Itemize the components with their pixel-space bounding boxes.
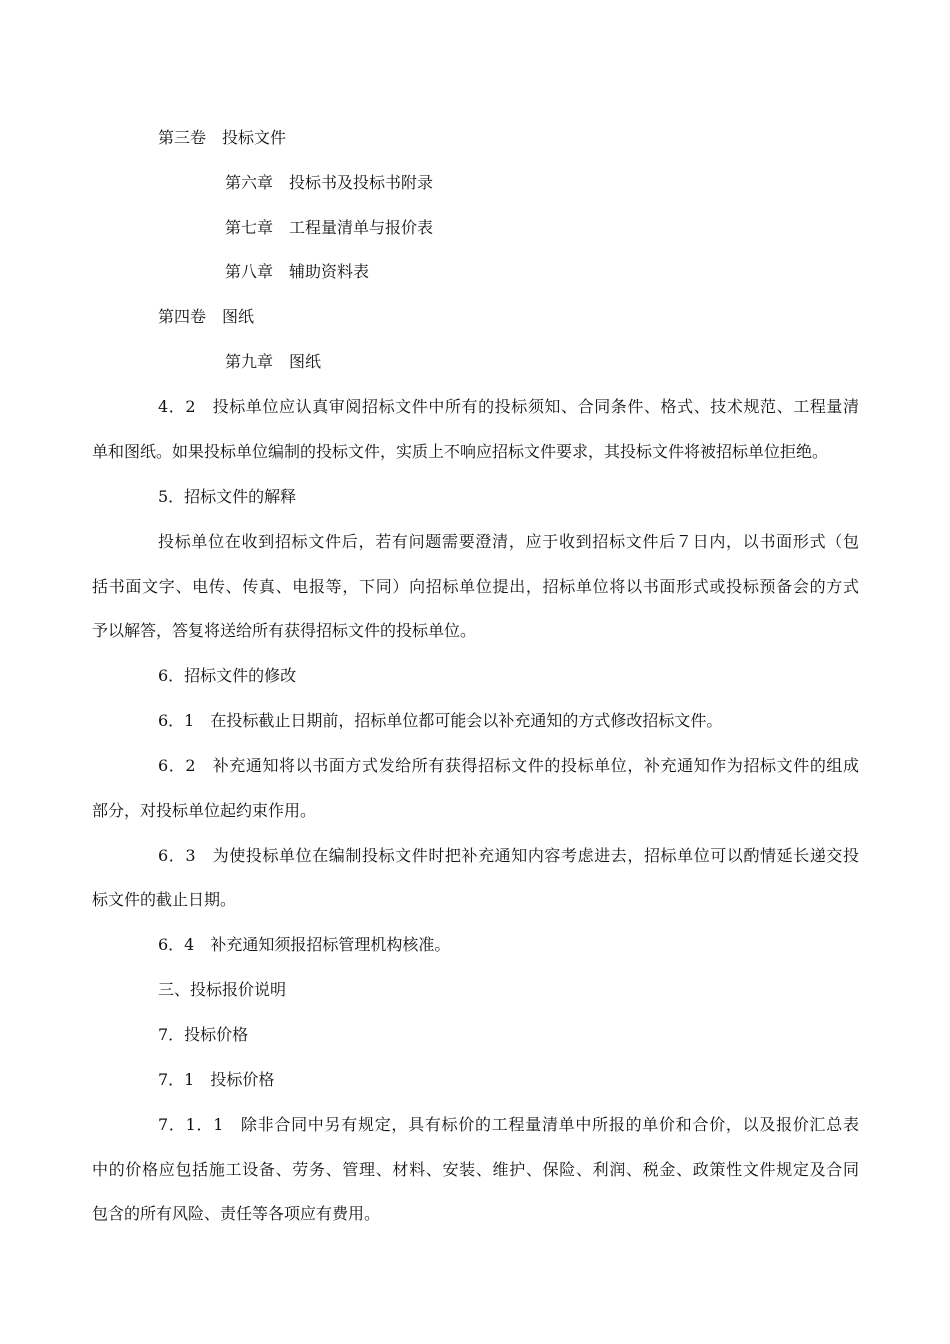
section-5-line-1: 投标单位在收到招标文件后，若有问题需要澄清，应于收到招标文件后７日内，以书面形式（包 (158, 532, 859, 551)
section-5-line-2: 括书面文字、电传、传真、电报等，下同）向招标单位提出，招标单位将以书面形式或投标预备会的方式 (92, 577, 859, 596)
clause-7-1-1-line-3: 包含的所有风险、责任等各项应有费用。 (92, 1204, 381, 1223)
chapter-8-entry: 第八章 辅助资料表 (225, 262, 370, 281)
clause-7-1-1-line-2: 中的价格应包括施工设备、劳务、管理、材料、安装、维护、保险、利润、税金、政策性文件规定及合同 (92, 1160, 859, 1179)
chapter-9-entry: 第九章 图纸 (225, 352, 322, 371)
clause-4-2-line-2: 单和图纸。如果投标单位编制的投标文件，实质上不响应招标文件要求，其投标文件将被招标单位拒绝。 (92, 442, 829, 461)
clause-6-2-line-2: 部分，对投标单位起约束作用。 (92, 801, 317, 820)
clause-7-1: 7．1 投标价格 (158, 1070, 275, 1089)
clause-6-3-line-2: 标文件的截止日期。 (92, 890, 237, 909)
clause-6-2-line-1: 6．2 补充通知将以书面方式发给所有获得招标文件的投标单位，补充通知作为招标文件的组成 (158, 756, 859, 775)
volume-4-heading: 第四卷 图纸 (158, 307, 255, 326)
chapter-7-entry: 第七章 工程量清单与报价表 (225, 218, 434, 237)
volume-3-heading: 第三卷 投标文件 (158, 128, 287, 147)
clause-4-2-line-1: 4．2 投标单位应认真审阅招标文件中所有的投标须知、合同条件、格式、技术规范、工程量清 (158, 397, 859, 416)
section-5-heading: 5．招标文件的解释 (158, 487, 297, 506)
clause-6-1: 6．1 在投标截止日期前，招标单位都可能会以补充通知的方式修改招标文件。 (158, 711, 723, 730)
section-5-line-3: 予以解答，答复将送给所有获得招标文件的投标单位。 (92, 621, 477, 640)
clause-7-1-1-line-1: 7．1．1 除非合同中另有规定，具有标价的工程量清单中所报的单价和合价，以及报价汇总表 (158, 1115, 859, 1134)
clause-6-3-line-1: 6．3 为使投标单位在编制投标文件时把补充通知内容考虑进去，招标单位可以酌情延长递交投 (158, 846, 859, 865)
section-6-heading: 6．招标文件的修改 (158, 666, 297, 685)
clause-6-4: 6．4 补充通知须报招标管理机构核准。 (158, 935, 451, 954)
chapter-6-entry: 第六章 投标书及投标书附录 (225, 173, 434, 192)
part-3-heading: 三、投标报价说明 (158, 980, 287, 999)
section-7-heading: 7．投标价格 (158, 1025, 249, 1044)
